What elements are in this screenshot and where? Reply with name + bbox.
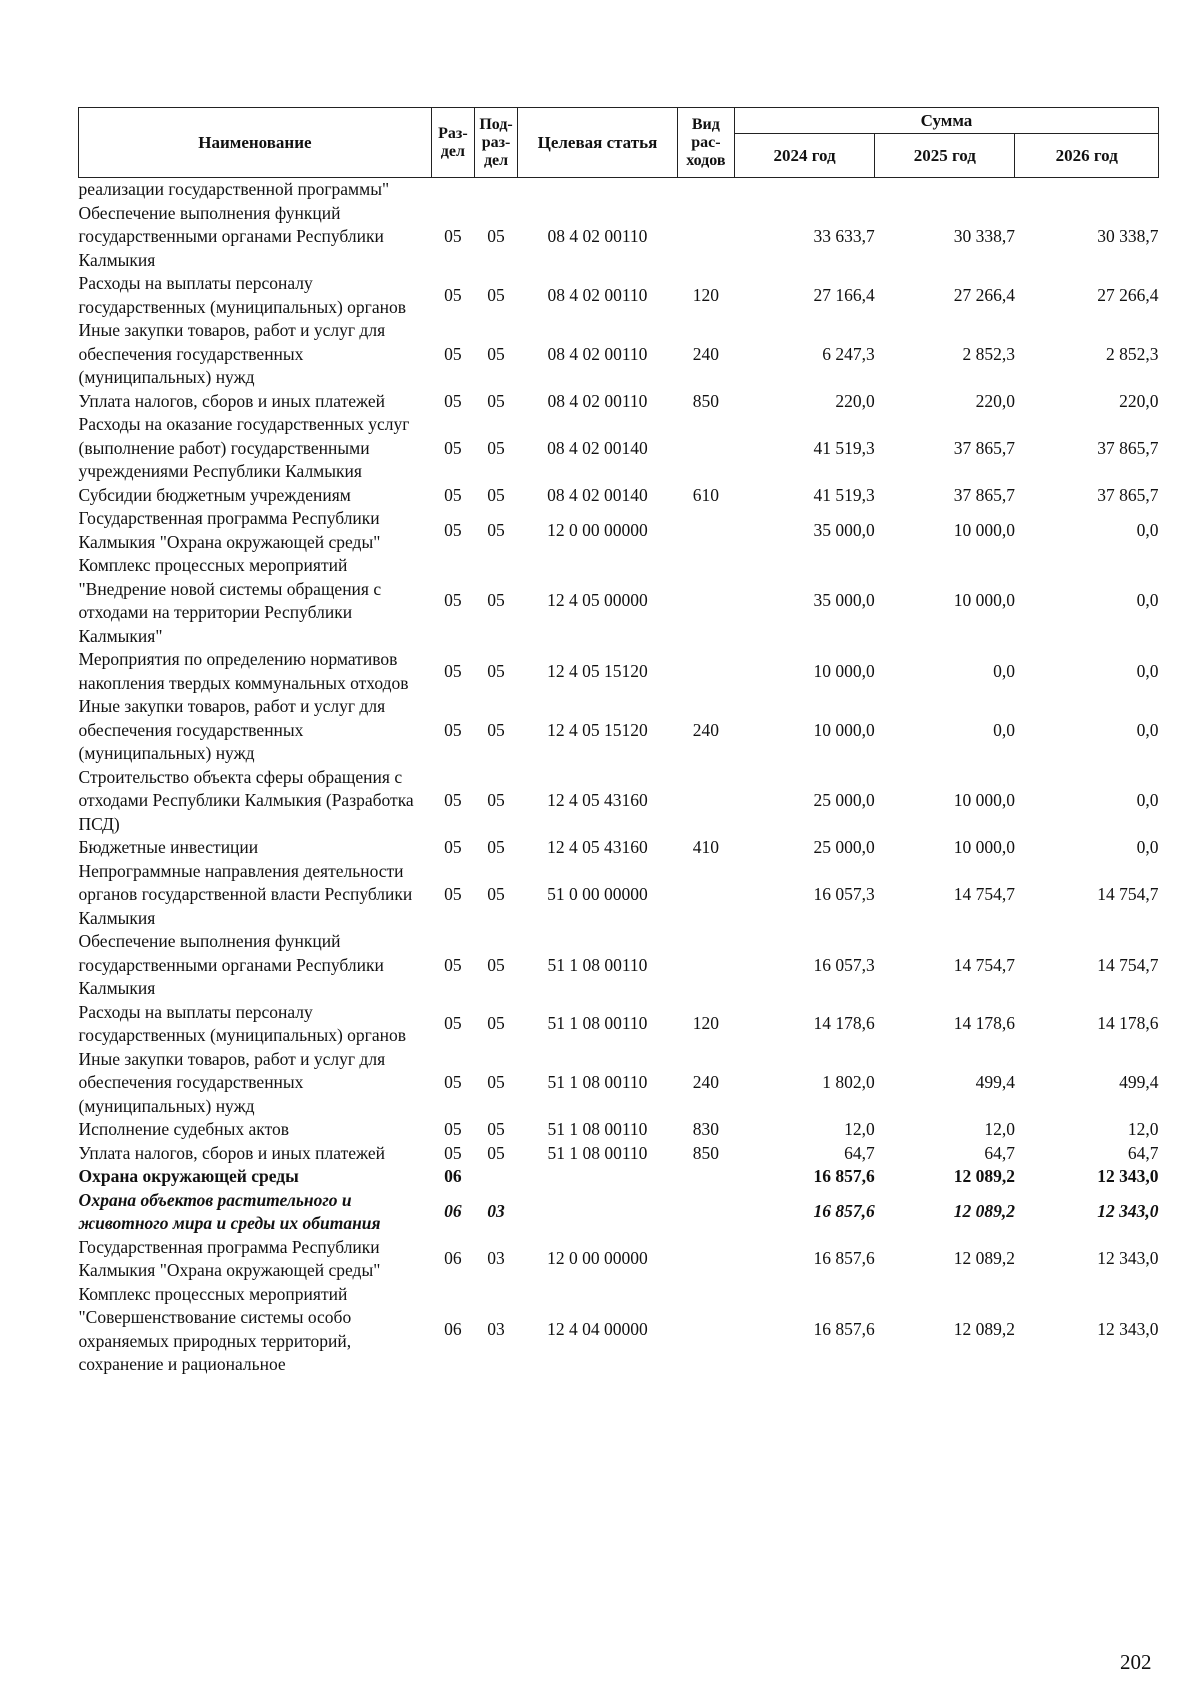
row-name: Охрана объектов растительного и животного мира и среды их обитания [78,1189,381,1233]
row-2026: 2 852,3 [1106,343,1159,364]
row-2025: 37 865,7 [953,484,1015,505]
row-kind [677,507,734,554]
row-podrazdel: 05 [487,1142,505,1163]
row-2024: 16 857,6 [813,1201,875,1222]
row-razdel: 06 [444,1201,462,1222]
row-kind [677,1283,734,1377]
header-name: Наименование [79,108,432,178]
row-name: Обеспечение выполнения функций государственными органами Республики Калмыкия [78,202,384,270]
row-2026: 220,0 [1119,390,1159,411]
row-name: Комплекс процессных мероприятий "Совершенствование системы особо охраняемых природных территорий, сохранение и рациональное [78,1283,352,1374]
row-kind: 240 [692,1072,719,1092]
row-2025: 14 754,7 [953,954,1015,975]
row-2025: 27 266,4 [953,284,1015,305]
table-row [79,836,1159,860]
table-row [79,860,1159,931]
row-2025: 12 089,2 [953,1318,1015,1339]
row-name: Непрограммные направления деятельности органов государственной власти Республики Калмыкия [78,860,413,928]
row-2026: 499,4 [1119,1072,1159,1092]
row-2026: 14 754,7 [1097,954,1159,975]
row-razdel: 05 [444,837,462,857]
row-2025: 14 178,6 [953,1013,1015,1034]
row-kind [677,1189,734,1236]
budget-table [78,107,1159,1377]
row-2024: 10 000,0 [813,660,875,681]
row-kind [677,766,734,837]
row-2025: 0,0 [993,660,1015,681]
row-2025: 12 089,2 [953,1166,1015,1186]
row-2025: 10 000,0 [953,837,1015,857]
row-target: 51 1 08 00110 [547,1142,648,1163]
row-target: 08 4 02 00110 [547,343,648,364]
row-target: 08 4 02 00110 [547,284,648,305]
row-name: Иные закупки товаров, работ и услуг для обеспечения государственных (муниципальных) нужд [78,320,386,387]
header-year-2026: 2026 год [1015,134,1159,178]
table-row [79,1283,1159,1377]
row-kind: 830 [692,1119,719,1139]
row-kind [677,202,734,273]
row-2025: 64,7 [984,1142,1015,1163]
row-target [518,178,678,202]
row-name: Строительство объекта сферы обращения с отходами Республики Калмыкия (Разработка ПСД) [78,766,414,834]
row-2024: 16 857,6 [813,1166,875,1186]
header-podrazdel: Под-раз-дел [474,108,517,178]
row-2025: 12 089,2 [953,1248,1015,1269]
row-name: Обеспечение выполнения функций государственными органами Республики Калмыкия [78,931,384,998]
row-target: 12 4 04 00000 [547,1318,648,1339]
row-target: 12 4 05 43160 [547,837,648,857]
row-podrazdel: 05 [487,590,505,611]
row-razdel: 05 [444,484,462,505]
row-podrazdel: 03 [487,1248,505,1269]
header-year-2025: 2025 год [875,134,1015,178]
row-2024: 25 000,0 [813,837,875,857]
row-2024: 16 057,3 [813,884,875,904]
row-2024: 33 633,7 [813,226,875,246]
row-target: 12 4 05 15120 [547,660,648,681]
row-podrazdel: 05 [487,390,505,411]
row-razdel: 05 [444,719,462,740]
row-podrazdel: 05 [487,484,505,505]
table-row [79,484,1159,508]
row-razdel: 05 [444,437,462,458]
table-row [79,554,1159,648]
row-2024 [734,178,874,202]
row-name: Иные закупки товаров, работ и услуг для обеспечения государственных (муниципальных) нужд [78,696,386,763]
row-podrazdel [474,1165,517,1189]
row-kind [677,930,734,1001]
table-row [79,1236,1159,1283]
table-row [79,1048,1159,1119]
header-razdel: Раз-дел [431,108,474,178]
row-2025: 499,4 [975,1072,1015,1092]
row-2026: 30 338,7 [1097,226,1159,246]
row-2026: 37 865,7 [1097,437,1159,458]
row-kind: 850 [692,390,719,411]
row-target: 51 0 00 00000 [547,884,648,904]
row-name: Расходы на выплаты персоналу государственных (муниципальных) органов [78,273,407,317]
row-razdel: 05 [444,884,462,904]
row-razdel: 05 [444,954,462,975]
row-2024: 25 000,0 [813,790,875,810]
row-target: 12 0 00 00000 [547,519,648,540]
row-2024: 1 802,0 [822,1072,875,1092]
row-razdel [431,178,474,202]
row-podrazdel: 05 [487,343,505,364]
row-kind [677,554,734,648]
row-2025: 10 000,0 [953,590,1015,611]
header-sum: Сумма [734,108,1158,134]
row-2024: 35 000,0 [813,519,875,540]
row-kind: 120 [692,284,719,305]
row-2024: 12,0 [844,1119,875,1139]
row-podrazdel: 03 [487,1201,505,1222]
row-2026: 0,0 [1136,790,1159,810]
row-2025: 37 865,7 [953,437,1015,458]
row-podrazdel: 05 [487,1119,505,1139]
row-kind: 410 [692,837,719,857]
row-name: Мероприятия по определению нормативов накопления твердых коммунальных отходов [78,649,409,693]
row-2026: 27 266,4 [1097,284,1159,305]
row-podrazdel: 05 [487,437,505,458]
row-name: Расходы на оказание государственных услуг (выполнение работ) государственными учреждениями Республики Калмыкия [78,414,410,481]
row-razdel: 06 [444,1166,462,1186]
row-2026: 14 178,6 [1097,1013,1159,1034]
row-podrazdel: 05 [487,284,505,305]
table-row [79,930,1159,1001]
row-2026: 37 865,7 [1097,484,1159,505]
row-podrazdel: 05 [487,226,505,246]
row-kind: 240 [692,343,719,364]
row-name: Иные закупки товаров, работ и услуг для обеспечения государственных (муниципальных) нужд [78,1048,386,1116]
row-kind [677,648,734,695]
row-2026: 64,7 [1127,1142,1159,1163]
table-row [79,319,1159,390]
row-podrazdel: 05 [487,719,505,740]
row-razdel: 05 [444,284,462,305]
row-2025: 12,0 [984,1119,1015,1139]
row-kind [677,1236,734,1283]
row-podrazdel: 05 [487,884,505,904]
table-row [79,1142,1159,1166]
row-2025: 14 754,7 [953,884,1015,904]
row-2025: 10 000,0 [953,519,1015,540]
row-2025: 0,0 [993,719,1015,740]
row-target: 08 4 02 00110 [547,390,648,411]
row-target: 51 1 08 00110 [547,1072,648,1092]
row-podrazdel: 05 [487,519,505,540]
table-row [79,272,1159,319]
row-kind [677,860,734,931]
row-name: Уплата налогов, сборов и иных платежей [78,1142,385,1163]
row-2025: 10 000,0 [953,790,1015,810]
row-razdel: 05 [444,1013,462,1034]
row-target: 08 4 02 00140 [547,437,648,458]
row-razdel: 05 [444,660,462,681]
row-razdel: 05 [444,790,462,810]
row-name: Исполнение судебных актов [78,1119,290,1139]
row-2024: 27 166,4 [813,284,875,305]
row-razdel: 06 [444,1318,462,1339]
row-2024: 41 519,3 [813,484,875,505]
row-2024: 41 519,3 [813,437,875,458]
row-name: Уплата налогов, сборов и иных платежей [78,390,385,411]
table-row [79,202,1159,273]
row-2026: 12 343,0 [1097,1318,1159,1339]
row-razdel: 05 [444,590,462,611]
row-2026: 12,0 [1127,1119,1159,1139]
row-2026 [1015,178,1159,202]
row-razdel: 05 [444,519,462,540]
row-2026: 0,0 [1136,719,1159,740]
row-name: реализации государственной программы" [78,179,390,199]
row-2024: 16 857,6 [813,1248,875,1269]
table-row [79,507,1159,554]
row-razdel: 05 [444,390,462,411]
row-2024: 64,7 [844,1142,875,1163]
row-podrazdel: 03 [487,1318,505,1339]
row-2026: 12 343,0 [1097,1166,1159,1186]
table-row [79,413,1159,484]
table-body [79,178,1159,1377]
row-2024: 35 000,0 [813,590,875,611]
row-target: 12 4 05 00000 [547,590,648,611]
table-row [79,648,1159,695]
row-kind: 850 [692,1142,719,1163]
row-2026: 0,0 [1136,660,1159,681]
row-name: Государственная программа Республики Калмыкия "Охрана окружающей среды" [78,1236,381,1280]
row-2026: 14 754,7 [1097,884,1159,904]
row-razdel: 05 [444,343,462,364]
row-podrazdel: 05 [487,1013,505,1034]
page-number: 202 [1120,1650,1152,1674]
row-target: 12 4 05 15120 [547,719,648,740]
row-name: Охрана окружающей среды [78,1166,299,1186]
row-podrazdel: 05 [487,954,505,975]
table-row [79,178,1159,202]
row-2026: 0,0 [1136,837,1159,857]
table-row [79,695,1159,766]
row-kind [677,1165,734,1189]
row-kind [677,413,734,484]
row-podrazdel: 05 [487,837,505,857]
table-header [79,108,1159,178]
row-target: 51 1 08 00110 [547,954,648,975]
subsection-total-row [79,1189,1159,1236]
row-2024: 16 857,6 [813,1318,875,1339]
row-podrazdel: 05 [487,790,505,810]
row-name: Субсидии бюджетным учреждениям [78,484,351,505]
row-name: Комплекс процессных мероприятий "Внедрение новой системы обращения с отходами на территории Республики Калмыкия" [78,555,382,646]
row-kind: 240 [692,719,719,740]
header-year-2024: 2024 год [734,134,874,178]
table-row [79,766,1159,837]
row-kind: 120 [692,1013,719,1034]
row-target [518,1189,678,1236]
header-expense-kind: Вид рас-ходов [677,108,734,178]
row-2026: 0,0 [1136,590,1159,611]
row-razdel: 05 [444,1119,462,1139]
row-target: 12 4 05 43160 [547,790,648,810]
row-2025: 2 852,3 [962,343,1015,364]
row-name: Расходы на выплаты персоналу государственных (муниципальных) органов [78,1001,407,1045]
row-2024: 6 247,3 [822,343,875,364]
row-target [518,1165,678,1189]
row-2024: 10 000,0 [813,719,875,740]
row-name: Государственная программа Республики Калмыкия "Охрана окружающей среды" [78,508,381,552]
row-2026: 0,0 [1136,519,1159,540]
row-2025: 220,0 [975,390,1015,411]
row-2025: 30 338,7 [953,226,1015,246]
row-2024: 16 057,3 [813,954,875,975]
row-2026: 12 343,0 [1097,1248,1159,1269]
row-razdel: 05 [444,1142,462,1163]
table-row [79,390,1159,414]
row-target: 12 0 00 00000 [547,1248,648,1269]
row-kind: 610 [692,484,719,505]
row-target: 08 4 02 00110 [547,226,648,246]
section-total-row [79,1165,1159,1189]
row-target: 08 4 02 00140 [547,484,648,505]
row-kind [677,178,734,202]
row-target: 51 1 08 00110 [547,1119,648,1139]
row-2025: 12 089,2 [953,1201,1015,1222]
row-2025 [875,178,1015,202]
table-row [79,1001,1159,1048]
row-2026: 12 343,0 [1097,1201,1159,1222]
row-podrazdel: 05 [487,1072,505,1092]
row-2024: 14 178,6 [813,1013,875,1034]
row-podrazdel [474,178,517,202]
row-2024: 220,0 [835,390,875,411]
header-target-article: Целевая статья [518,108,678,178]
row-target: 51 1 08 00110 [547,1013,648,1034]
row-name: Бюджетные инвестиции [78,837,259,857]
table-row [79,1118,1159,1142]
row-razdel: 05 [444,226,462,246]
row-razdel: 06 [444,1248,462,1269]
row-razdel: 05 [444,1072,462,1092]
row-podrazdel: 05 [487,660,505,681]
